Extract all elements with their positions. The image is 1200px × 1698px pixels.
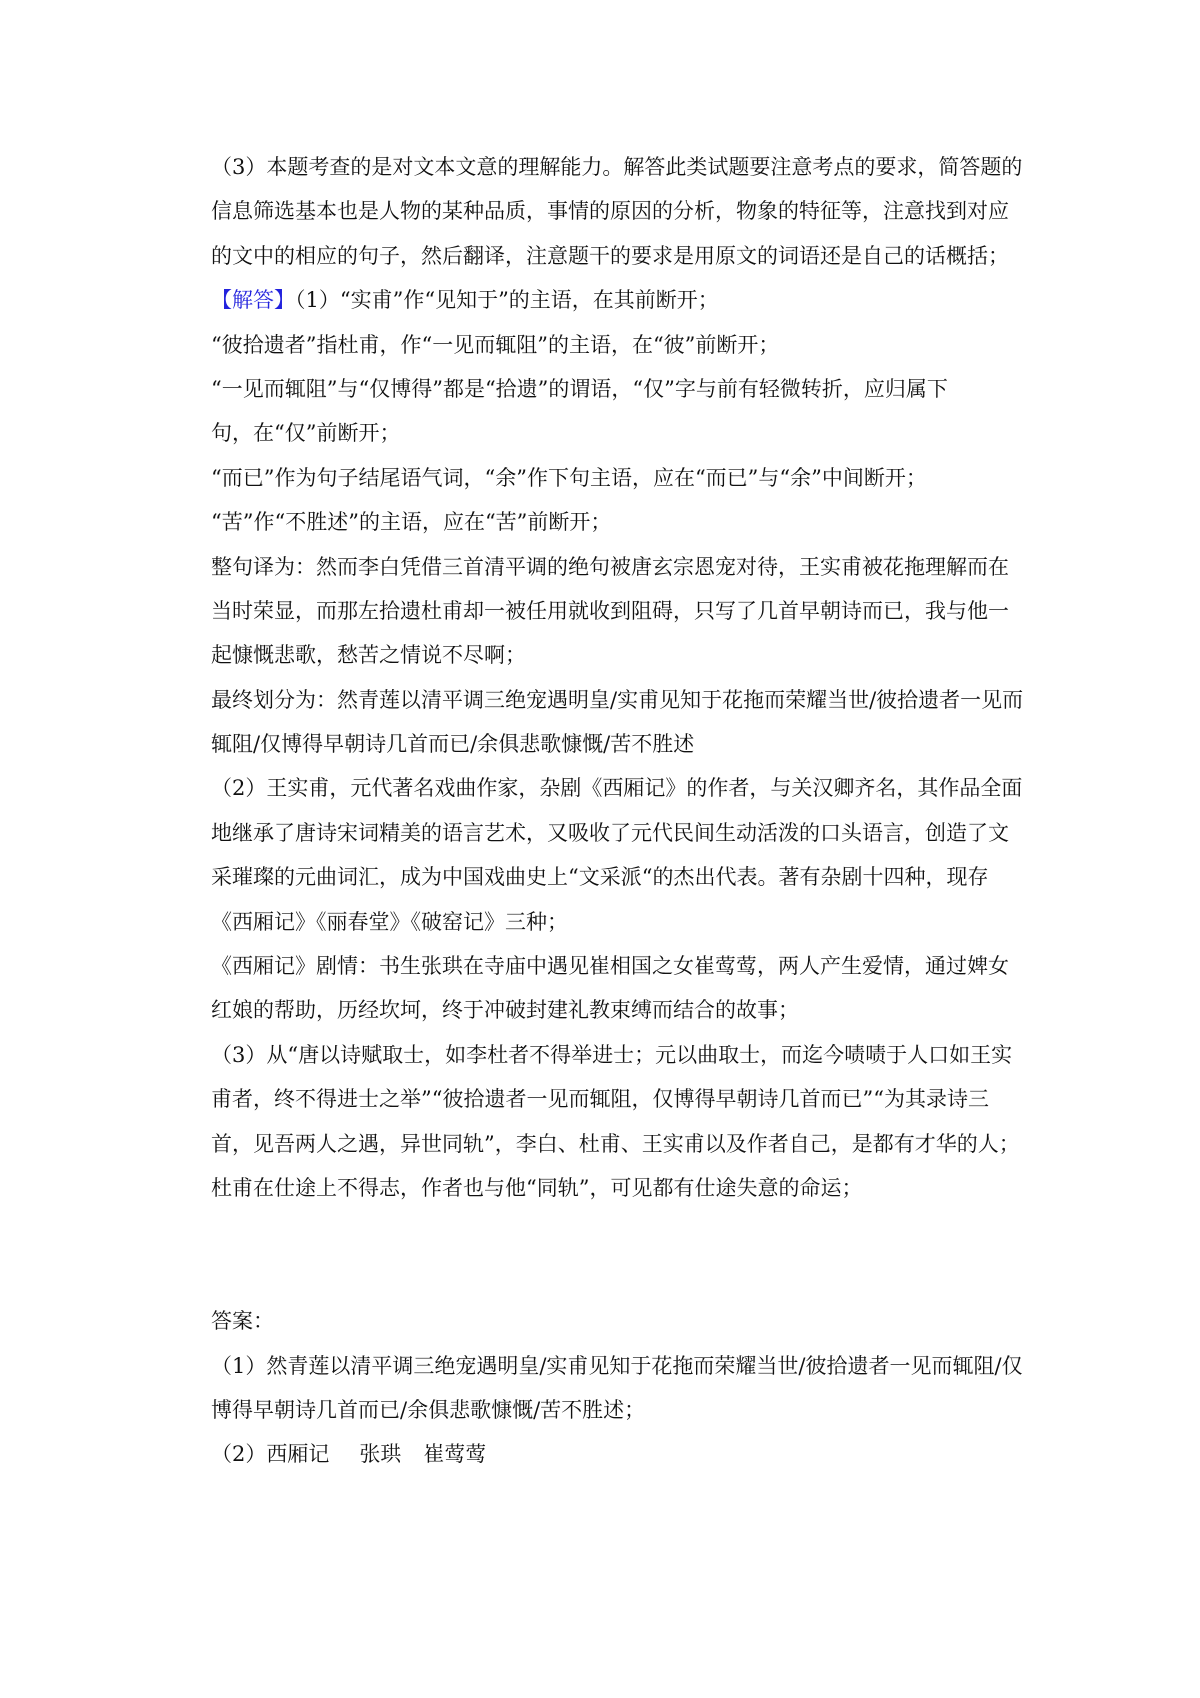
solution-line: “彼拾遗者”指杜甫，作“一见而辄阻”的主语，在“彼”前断开； [211,332,780,357]
solution-line: “苦”作“不胜述”的主语，应在“苦”前断开； [211,510,612,535]
solution-first-line [211,278,1031,322]
solution-line: 采璀璨的元曲词汇，成为中国戏曲史上“文采派“的杰出代表。著有杂剧十四种，现存 [211,865,989,890]
answer-item: 张珙 [359,1442,402,1467]
answer-item: （2）西厢记 [211,1442,330,1467]
document-body [211,145,1031,1477]
solution-line: 地继承了唐诗宋词精美的语言艺术，又吸收了元代民间生动活泼的口头语言，创造了文 [211,820,1009,845]
solution-line: 辄阻/仅博得早朝诗几首而已/余俱悲歌慷慨/苦不胜述 [211,732,695,757]
solution-line: 甫者，终不得进士之举”“彼拾遗者一见而辄阻，仅博得早朝诗几首而已”“为其录诗三 [211,1087,989,1112]
answer-item: 崔莺莺 [423,1442,487,1467]
solution-line: 《西厢记》剧情：书生张珙在寺庙中遇见崔相国之女崔莺莺，两人产生爱情，通过婢女 [211,954,1009,979]
solution-line: 整句译为：然而李白凭借三首清平调的绝句被唐玄宗恩宠对待，王实甫被花拖理解而在 [211,554,1009,579]
solution-text: （1）“实甫”作“见知于”的主语，在其前断开； [295,288,719,313]
solution-line: 首，见吾两人之遇，异世同轨”，李白、杜甫、王实甫以及作者自己，是都有才华的人； [211,1131,1020,1156]
solution-line: “一见而辄阻”与“仅博得”都是“拾遗”的谓语，“仅”字与前有轻微转折，应归属下 [211,376,948,401]
solution-line: 杜甫在仕途上不得志，作者也与他“同轨”，可见都有仕途失意的命运； [211,1175,863,1200]
section-spacer [211,1210,1031,1299]
solution-line: （3）从“唐以诗赋取士，如李杜者不得举进士；元以曲取士，而迄今啧啧于人口如王实 [211,1042,1013,1067]
solution-line: （2）王实甫，元代著名戏曲作家，杂剧《西厢记》的作者，与关汉卿齐名，其作品全面 [211,776,1023,801]
answer-line-2 [211,1432,1031,1476]
answer-heading: 答案： [211,1309,274,1334]
solution-line: 句，在“仅”前断开； [211,421,401,446]
answer-line: 博得早朝诗几首而已/余俱悲歌慷慨/苦不胜述； [211,1397,646,1422]
answer-line: （1）然青莲以清平调三绝宠遇明皇/实甫见知于花拖而荣耀当世/彼拾遗者一见而辄阻/仅 [211,1353,1023,1378]
analysis-line: （3）本题考查的是对文本文意的理解能力。解答此类试题要注意考点的要求，简答题的 [211,155,1023,179]
analysis-line: 信息筛选基本也是人物的某种品质，事情的原因的分析，物象的特征等，注意找到对应 [211,199,1009,224]
solution-label: 【解答】 [211,288,295,313]
solution-line: 红娘的帮助，历经坎坷，终于冲破封建礼教束缚而结合的故事； [211,998,799,1023]
solution-line: 起慷慨悲歌，愁苦之情说不尽啊； [211,643,526,668]
analysis-line: 的文中的相应的句子，然后翻译，注意题干的要求是用原文的词语还是自己的话概括； [211,243,1009,268]
solution-line: “而已”作为句子结尾语气词，“余”作下句主语，应在“而已”与“余”中间断开； [211,465,927,490]
solution-line: 《西厢记》《丽春堂》《破窑记》三种； [211,909,568,934]
solution-line: 最终划分为：然青莲以清平调三绝宠遇明皇/实甫见知于花拖而荣耀当世/彼拾遗者一见而 [211,687,1024,712]
solution-line: 当时荣显，而那左拾遗杜甫却一被任用就收到阻碍，只写了几首早朝诗而已，我与他一 [211,598,1009,623]
